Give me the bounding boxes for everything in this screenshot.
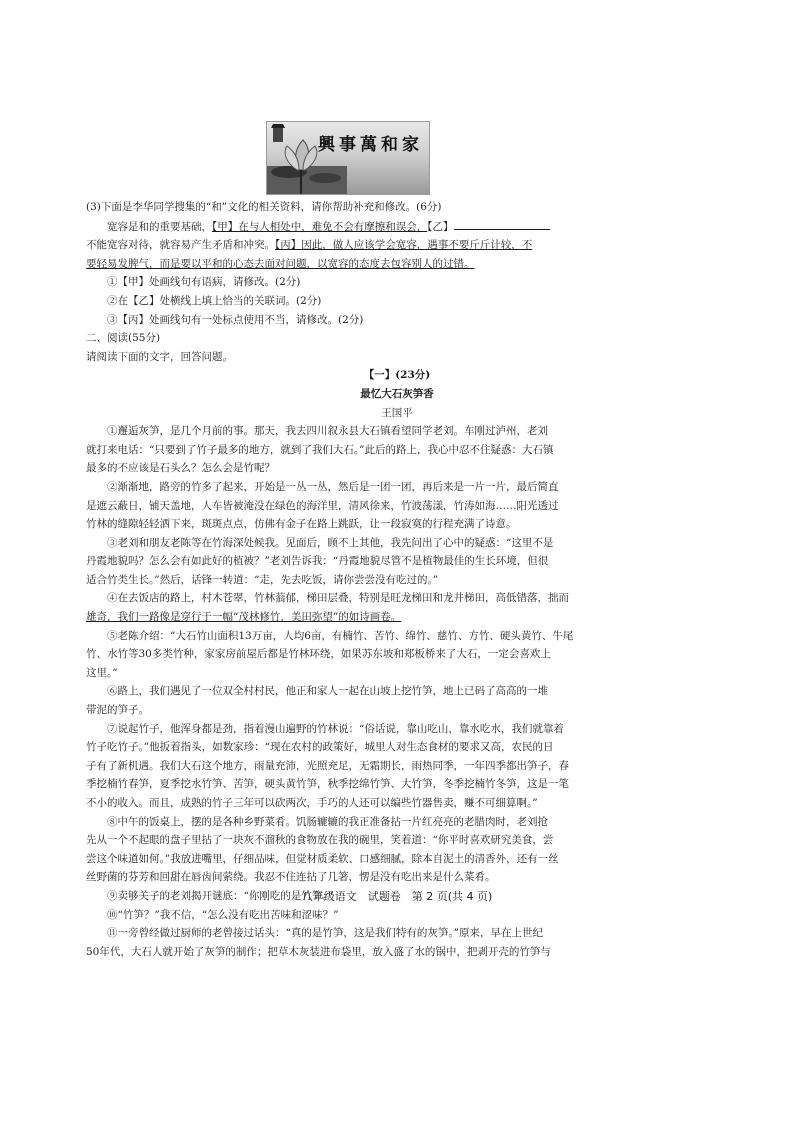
passage-line: 子有了新机遇。我们大石这个地方，雨量充沛，光照充足，无霜期长，雨热同季，一年四季都出笋子，春 — [86, 759, 569, 772]
passage-line: 适合竹类生长。”然后，话锋一转道：“走，先去吃饭，请你尝尝没有吃过的。” — [86, 573, 439, 586]
passage-line: 季挖楠竹春笋，夏季挖水竹笋、苦笋，硬头黄竹笋，秋季挖绵竹笋、大竹笋，冬季挖楠竹冬笋，这是一笔 — [86, 778, 569, 791]
passage-line: ⑩“竹笋？”我不信，“怎么没有吃出苦味和涩味？” — [107, 908, 339, 921]
passage-line: 竹林的缝隙轻轻洒下来，斑斑点点，仿佛有金子在路上跳跃，让一段寂寞的行程充满了诗意。 — [86, 518, 517, 531]
passage-line: 丝野菌的芬芳和回甜在唇齿间萦绕。我忍不住连拈了几箸，愣是没有吃出来是什么菜肴。 — [86, 871, 496, 884]
q3-yi-marker: 【乙】 — [427, 220, 454, 233]
q3-passage-line-1 — [86, 217, 708, 237]
passage-line: ③老刘和朋友老陈等在竹海深处候我。见面后，顾不上其他，我先问出了心中的疑惑：“这里不是 — [107, 536, 554, 549]
passage-line: 就打来电话：“只要到了竹子最多的地方，就到了我们大石。”此后的路上，我心中忍不住疑惑：大石镇 — [86, 443, 554, 456]
passage-line: 是遮云蔽日，铺天盖地，人车皆被淹没在绿色的海洋里，清风徐来，竹波荡漾，竹涛如海……阳光透过 — [86, 499, 559, 512]
passage-line: ②渐渐地，路旁的竹多了起来，开始是一丛一丛，然后是一团一团，再后来是一片一片，最后简直 — [107, 480, 559, 493]
section-heading: 二、阅读(55分) — [86, 332, 161, 345]
q3-sub-question-2: ②在【乙】处横线上填上恰当的关联词。(2分) — [107, 294, 322, 307]
passage-line: ⑨卖够关子的老刘揭开谜底：“你刚吃的是竹笋。” — [107, 889, 333, 902]
passage-line: ⑧中午的饭桌上，摆的是各种乡野菜肴。饥肠辘辘的我正准备拈一片红亮亮的老腊肉时，老刘抢 — [107, 815, 548, 828]
q3-passage-line-3: 要轻易发脾气，而是要以平和的心态去面对问题，以宽容的态度去包容别人的过错。 — [86, 257, 475, 270]
passage-part-label: 【一】(23分) — [363, 369, 431, 382]
passage-line: 尝这个味道如何。”我放进嘴里，仔细品味，但觉材质柔软、口感细腻，除本自泥土的清香外，还有一丝 — [86, 852, 559, 865]
passage-author: 王国平 — [381, 406, 413, 419]
passage-line: ⑤老陈介绍：“大石竹山面积13万亩，人均6亩，有楠竹、苦竹、绵竹、慈竹、方竹、硬头黄竹、牛尾 — [107, 629, 574, 642]
passage-line: 先从一个不起眼的盘子里拈了一块灰不溜秋的食物放在我的碗里，笑着道：“你平时喜欢研究美食，尝 — [86, 834, 554, 847]
page-footer: 八年级语文 试题卷 第 2 页(共 4 页) — [301, 890, 493, 903]
banner-image — [266, 121, 430, 195]
passage-line: ④在去饭店的路上，村木苍翠，竹林蓊郁，梯田层叠，特别是旺龙梯田和龙井梯田，高低错落，拙而 — [107, 592, 569, 605]
passage-title: 最忆大石灰笋香 — [360, 387, 434, 400]
passage-line: 竹、水竹等30多类竹种，家家房前屋后都是竹林环绕，如果苏东坡和郑板桥来了大石，一定会喜欢上 — [86, 648, 551, 661]
exam-content — [86, 198, 708, 961]
passage-line: 丹霞地貌吗？怎么会有如此好的植被？”老刘告诉我：“丹霞地貌尽管不是植物最佳的生长环境，但很 — [86, 555, 549, 568]
passage-body — [86, 422, 708, 961]
passage-line-underlined: 雄奇，我们一路像是穿行于一幅“茂林修竹，美田弥望”的如诗画卷。 — [86, 611, 402, 624]
passage-line: 不小的收入。而且，成熟的竹子三年可以砍两次，手巧的人还可以编些竹器售卖，赚不可细算啊。” — [86, 797, 538, 809]
section-instruction: 请阅读下面的文字，回答问题。 — [86, 350, 233, 363]
passage-line: ⑥路上，我们遇见了一位双全村村民，他正和家人一起在山坡上挖竹笋，地上已码了高高的一堆 — [107, 685, 548, 698]
passage-line: 竹子吃竹子。”他扳着指头，如数家珍：“现在农村的政策好，城里人对生态食材的要求又高，农民的日 — [86, 741, 554, 754]
banner-title: 興事萬和家 — [318, 135, 423, 155]
passage-line: 50年代，大石人就开始了灰笋的制作；把草木灰装进布袋里，放入盛了水的锅中，把剥开壳的竹笋与 — [86, 945, 551, 958]
q3-passage-line-2 — [86, 236, 708, 255]
q3-yi-blank[interactable] — [454, 217, 550, 230]
q3-bing-sentence: 【丙】因此，做人应该学会宽容，遇事不要斤斤计较，不 — [275, 239, 533, 252]
passage-line: ⑦说起竹子，他浑身都是劲，指着漫山遍野的竹林说：“俗话说，靠山吃山，靠水吃水，我们就靠着 — [107, 722, 564, 735]
passage-line: 带泥的笋子。 — [86, 704, 149, 717]
q3-stem: (3)下面是李华同学搜集的“和”文化的相关资料，请你帮助补充和修改。(6分) — [86, 201, 442, 213]
q3-sub-question-3: ③【丙】处画线句有一处标点使用不当，请修改。(2分) — [107, 313, 364, 326]
passage-line: 这里。” — [86, 666, 118, 679]
q3-text: 不能宽容对待，就容易产生矛盾和冲突。 — [86, 239, 275, 252]
passage-line: ①邂逅灰笋，是几个月前的事。那天，我去四川叙永县大石镇看望同学老刘。车刚过泸州，老刘 — [107, 425, 548, 438]
passage-line: ⑪一旁曾经做过厨师的老曾接过话头：“真的是竹笋，这是我们特有的灰笋。”原来，早在上世纪 — [107, 927, 543, 940]
passage-line: 最多的不应该是石头么？怎么会是竹呢？ — [86, 462, 275, 475]
q3-text: 宽容是和的重要基础， — [107, 220, 212, 233]
q3-sub-question-1: ①【甲】处画线句有语病，请修改。(2分) — [107, 276, 301, 289]
q3-jia-sentence: 【甲】在与人相处中，难免不会有摩擦和误会， — [212, 220, 428, 233]
